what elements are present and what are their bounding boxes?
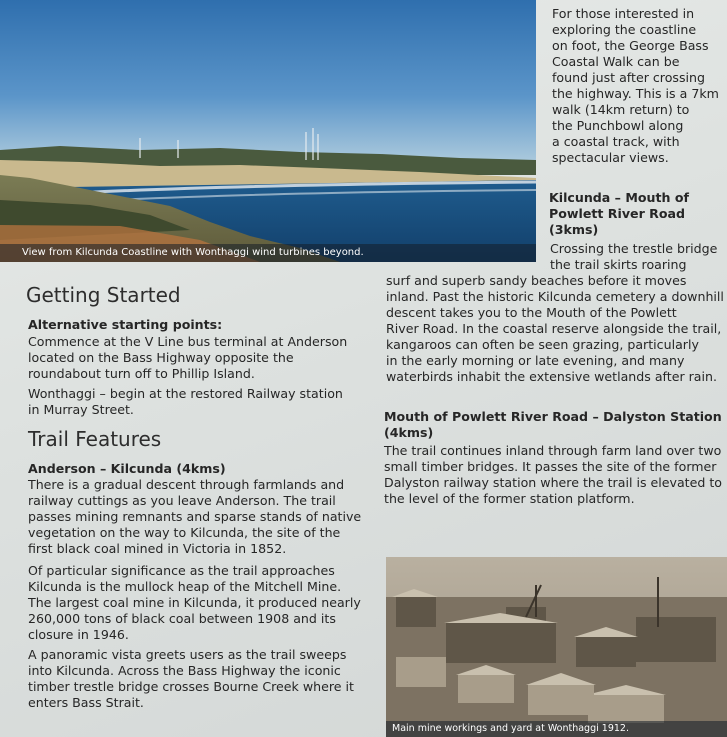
trail-features-paragraph-1: [28, 477, 368, 557]
kilcunda-mouth-body: [386, 273, 726, 385]
getting-started-paragraph-1: [28, 334, 368, 382]
body-line: located on the Bass Highway opposite the: [28, 350, 294, 365]
body-line: River Road. In the coastal reserve alongside the trail,: [386, 321, 722, 336]
intro-line: For those interested in: [552, 6, 695, 21]
body-line: inland. Past the historic Kilcunda cemetery a downhill: [386, 289, 724, 304]
section-title-line: (4kms): [384, 425, 434, 440]
body-line: Commence at the V Line bus terminal at Anderson: [28, 334, 348, 349]
body-line: surf and superb sandy beaches before it moves: [386, 273, 687, 288]
body-line: timber trestle bridge crosses Bourne Creek where it: [28, 679, 354, 694]
section-title-line: Kilcunda – Mouth of: [549, 190, 690, 205]
intro-line: on foot, the George Bass: [552, 38, 709, 53]
body-line: Of particular significance as the trail approaches: [28, 563, 335, 578]
section-title-line: Mouth of Powlett River Road – Dalyston Station: [384, 409, 722, 424]
body-line: 260,000 tons of black coal between 1908 and its: [28, 611, 336, 626]
section-title-line: (3kms): [549, 222, 599, 237]
intro-line: the Punchbowl along: [552, 118, 684, 133]
body-line: into Kilcunda. Across the Bass Highway the iconic: [28, 663, 341, 678]
anderson-kilcunda-subhead: Anderson – Kilcunda (4kms): [28, 461, 226, 476]
trail-features-paragraph-2: [28, 563, 368, 643]
body-line: closure in 1946.: [28, 627, 129, 642]
body-line: passes mining remnants and sparse stands of native: [28, 509, 362, 524]
intro-line: spectacular views.: [552, 150, 669, 165]
body-line: in Murray Street.: [28, 402, 134, 417]
body-line: first black coal mined in Victoria in 1852.: [28, 541, 287, 556]
coastline-photo-caption: View from Kilcunda Coastline with Wonthaggi wind turbines beyond.: [0, 244, 536, 262]
intro-line: walk (14km return) to: [552, 102, 690, 117]
body-line: small timber bridges. It passes the site of the former: [384, 459, 717, 474]
intro-line: exploring the coastline: [552, 22, 697, 37]
mine-workings-photo-caption: Main mine workings and yard at Wonthaggi 1912.: [386, 721, 727, 737]
mine-workings-photo-image: [386, 557, 727, 737]
intro-line: a coastal track, with: [552, 134, 680, 149]
intro-line: the highway. This is a 7km: [552, 86, 719, 101]
kilcunda-mouth-title: [549, 190, 725, 238]
body-line: kangaroos can often be seen grazing, particularly: [386, 337, 699, 352]
body-line: railway cuttings as you leave Anderson. The trail: [28, 493, 336, 508]
body-line: the level of the former station platform.: [384, 491, 635, 506]
alternative-starting-points-subhead: Alternative starting points:: [28, 317, 223, 332]
body-line: Dalyston railway station where the trail is elevated to: [384, 475, 723, 490]
coastline-photo-image: [0, 0, 536, 262]
mouth-dalyston-title: [384, 409, 726, 441]
body-line: the trail skirts roaring: [550, 257, 687, 272]
intro-line: Coastal Walk can be: [552, 54, 680, 69]
getting-started-paragraph-2: [28, 386, 368, 418]
mine-workings-photo: [386, 557, 727, 737]
body-line: The trail continues inland through farm land over two: [384, 443, 722, 458]
body-line: descent takes you to the Mouth of the Powlett: [386, 305, 677, 320]
body-line: waterbirds inhabit the extensive wetlands after rain.: [386, 369, 718, 384]
body-line: in the early morning or late evening, and many: [386, 353, 685, 368]
body-line: A panoramic vista greets users as the trail sweeps: [28, 647, 347, 662]
mouth-dalyston-body: [384, 443, 726, 507]
section-title-line: Powlett River Road: [549, 206, 686, 221]
body-line: roundabout turn off to Phillip Island.: [28, 366, 255, 381]
body-line: Wonthaggi – begin at the restored Railway station: [28, 386, 343, 401]
body-line: Crossing the trestle bridge: [550, 241, 718, 256]
body-line: enters Bass Strait.: [28, 695, 144, 710]
trail-features-heading: Trail Features: [28, 427, 162, 451]
body-line: The largest coal mine in Kilcunda, it produced nearly: [28, 595, 361, 610]
body-line: Kilcunda is the mullock heap of the Mitchell Mine.: [28, 579, 342, 594]
intro-paragraph: [552, 6, 724, 166]
trail-features-paragraph-3: [28, 647, 368, 711]
body-line: vegetation on the way to Kilcunda, the site of the: [28, 525, 341, 540]
kilcunda-mouth-body-right: [550, 241, 726, 273]
getting-started-heading: Getting Started: [26, 283, 181, 307]
coastline-photo: [0, 0, 536, 262]
intro-line: found just after crossing: [552, 70, 706, 85]
body-line: There is a gradual descent through farmlands and: [28, 477, 345, 492]
